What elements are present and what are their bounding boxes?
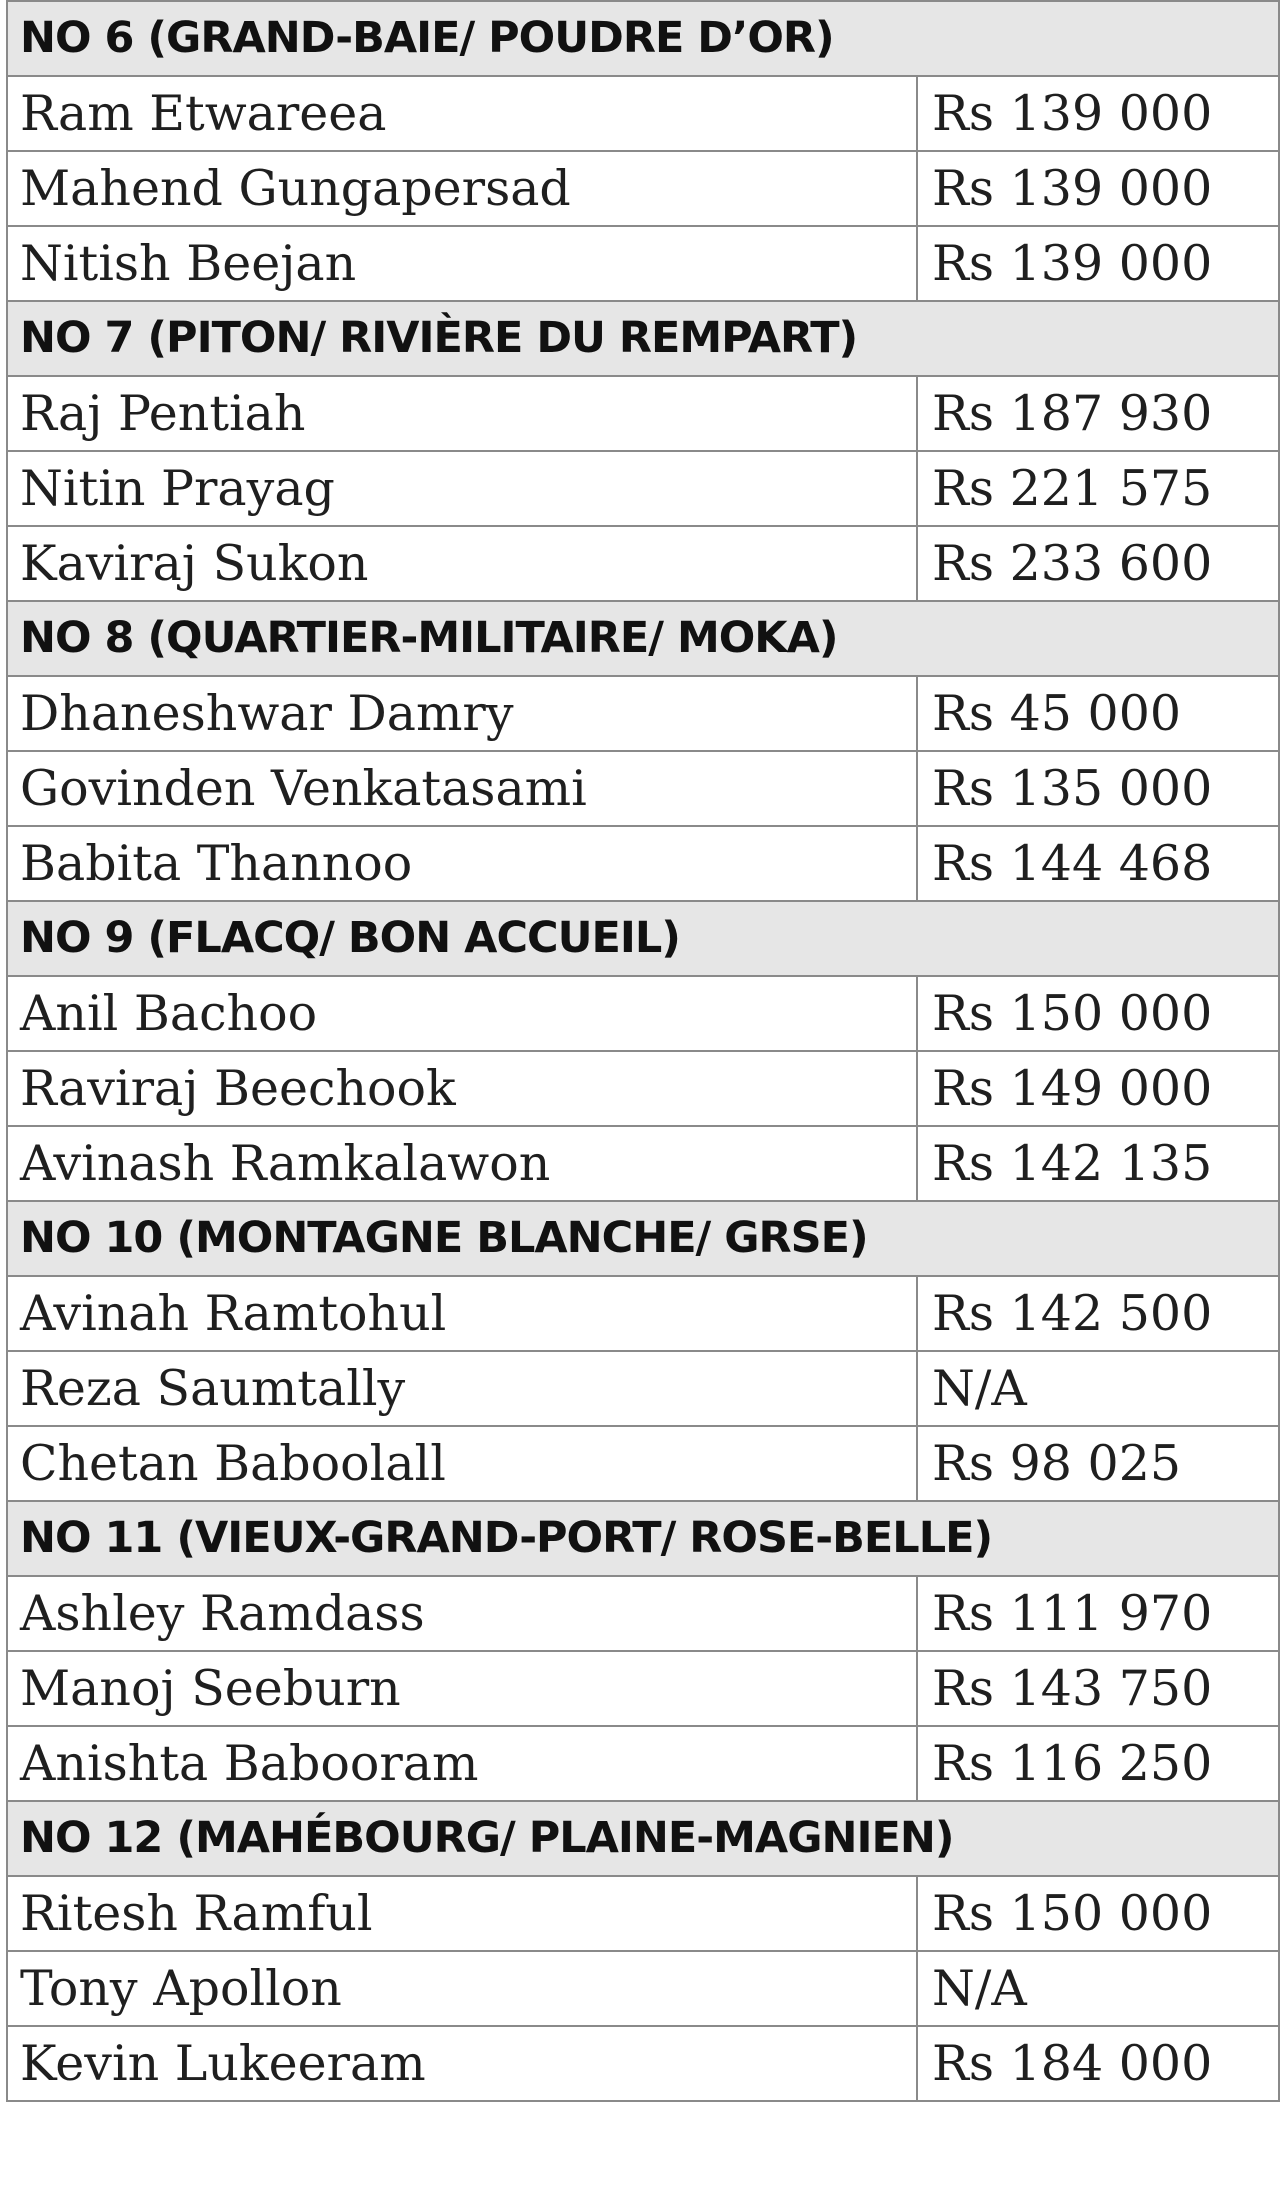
candidate-amount: Rs 111 970 (917, 1576, 1279, 1651)
candidate-amount: N/A (917, 1351, 1279, 1426)
candidate-name: Avinah Ramtohul (7, 1276, 917, 1351)
table-row (7, 226, 1279, 301)
table-row (7, 1426, 1279, 1501)
table-row (7, 2026, 1279, 2101)
candidate-name: Raviraj Beechook (7, 1051, 917, 1126)
candidate-amount: Rs 139 000 (917, 76, 1279, 151)
table-row (7, 676, 1279, 751)
table-row (7, 451, 1279, 526)
table-row (7, 526, 1279, 601)
candidate-amount: Rs 221 575 (917, 451, 1279, 526)
table-row (7, 376, 1279, 451)
candidate-name: Mahend Gungapersad (7, 151, 917, 226)
section-header-no-12 (7, 1801, 1279, 1876)
table-row (7, 1876, 1279, 1951)
table-row (7, 1651, 1279, 1726)
candidate-amount: Rs 139 000 (917, 226, 1279, 301)
table-row (7, 1726, 1279, 1801)
candidate-name: Chetan Baboolall (7, 1426, 917, 1501)
section-header-no-9 (7, 901, 1279, 976)
candidate-name: Manoj Seeburn (7, 1651, 917, 1726)
table-row (7, 751, 1279, 826)
candidate-amount: Rs 187 930 (917, 376, 1279, 451)
candidate-amount: N/A (917, 1951, 1279, 2026)
candidate-amount: Rs 142 135 (917, 1126, 1279, 1201)
candidate-name: Reza Saumtally (7, 1351, 917, 1426)
table-row (7, 1126, 1279, 1201)
section-header-no-8 (7, 601, 1279, 676)
table-row (7, 976, 1279, 1051)
section-header-no-11 (7, 1501, 1279, 1576)
section-heading: NO 11 (VIEUX-GRAND-PORT/ ROSE-BELLE) (7, 1501, 1279, 1576)
table-row (7, 1951, 1279, 2026)
section-header-no-10 (7, 1201, 1279, 1276)
section-heading: NO 10 (MONTAGNE BLANCHE/ GRSE) (7, 1201, 1279, 1276)
section-heading: NO 8 (QUARTIER-MILITAIRE/ MOKA) (7, 601, 1279, 676)
candidate-name: Govinden Venkatasami (7, 751, 917, 826)
candidate-amount: Rs 184 000 (917, 2026, 1279, 2101)
candidate-name: Raj Pentiah (7, 376, 917, 451)
candidate-name: Kaviraj Sukon (7, 526, 917, 601)
candidate-amount: Rs 116 250 (917, 1726, 1279, 1801)
candidate-amount: Rs 233 600 (917, 526, 1279, 601)
table-row (7, 1051, 1279, 1126)
candidate-name: Ashley Ramdass (7, 1576, 917, 1651)
candidate-name: Ram Etwareea (7, 76, 917, 151)
section-heading: NO 6 (GRAND-BAIE/ POUDRE D’OR) (7, 1, 1279, 76)
candidate-amount: Rs 144 468 (917, 826, 1279, 901)
candidate-name: Anil Bachoo (7, 976, 917, 1051)
candidate-amount: Rs 139 000 (917, 151, 1279, 226)
candidate-name: Babita Thannoo (7, 826, 917, 901)
candidate-amount: Rs 98 025 (917, 1426, 1279, 1501)
table-row (7, 76, 1279, 151)
section-heading: NO 9 (FLACQ/ BON ACCUEIL) (7, 901, 1279, 976)
section-header-no-7 (7, 301, 1279, 376)
candidate-name: Nitin Prayag (7, 451, 917, 526)
section-heading: NO 12 (MAHÉBOURG/ PLAINE-MAGNIEN) (7, 1801, 1279, 1876)
candidates-table-body (7, 1, 1279, 2101)
table-row (7, 151, 1279, 226)
candidate-name: Kevin Lukeeram (7, 2026, 917, 2101)
table-row (7, 1276, 1279, 1351)
candidate-amount: Rs 142 500 (917, 1276, 1279, 1351)
candidate-name: Avinash Ramkalawon (7, 1126, 917, 1201)
section-heading: NO 7 (PITON/ RIVIÈRE DU REMPART) (7, 301, 1279, 376)
candidates-table (6, 0, 1280, 2102)
candidate-amount: Rs 45 000 (917, 676, 1279, 751)
candidate-name: Tony Apollon (7, 1951, 917, 2026)
candidate-amount: Rs 150 000 (917, 976, 1279, 1051)
candidate-amount: Rs 143 750 (917, 1651, 1279, 1726)
candidate-name: Dhaneshwar Damry (7, 676, 917, 751)
table-row (7, 1351, 1279, 1426)
candidate-name: Anishta Babooram (7, 1726, 917, 1801)
candidate-amount: Rs 135 000 (917, 751, 1279, 826)
candidate-name: Nitish Beejan (7, 226, 917, 301)
table-row (7, 1576, 1279, 1651)
candidate-name: Ritesh Ramful (7, 1876, 917, 1951)
candidate-amount: Rs 150 000 (917, 1876, 1279, 1951)
table-row (7, 826, 1279, 901)
section-header-no-6 (7, 1, 1279, 76)
candidate-amount: Rs 149 000 (917, 1051, 1279, 1126)
